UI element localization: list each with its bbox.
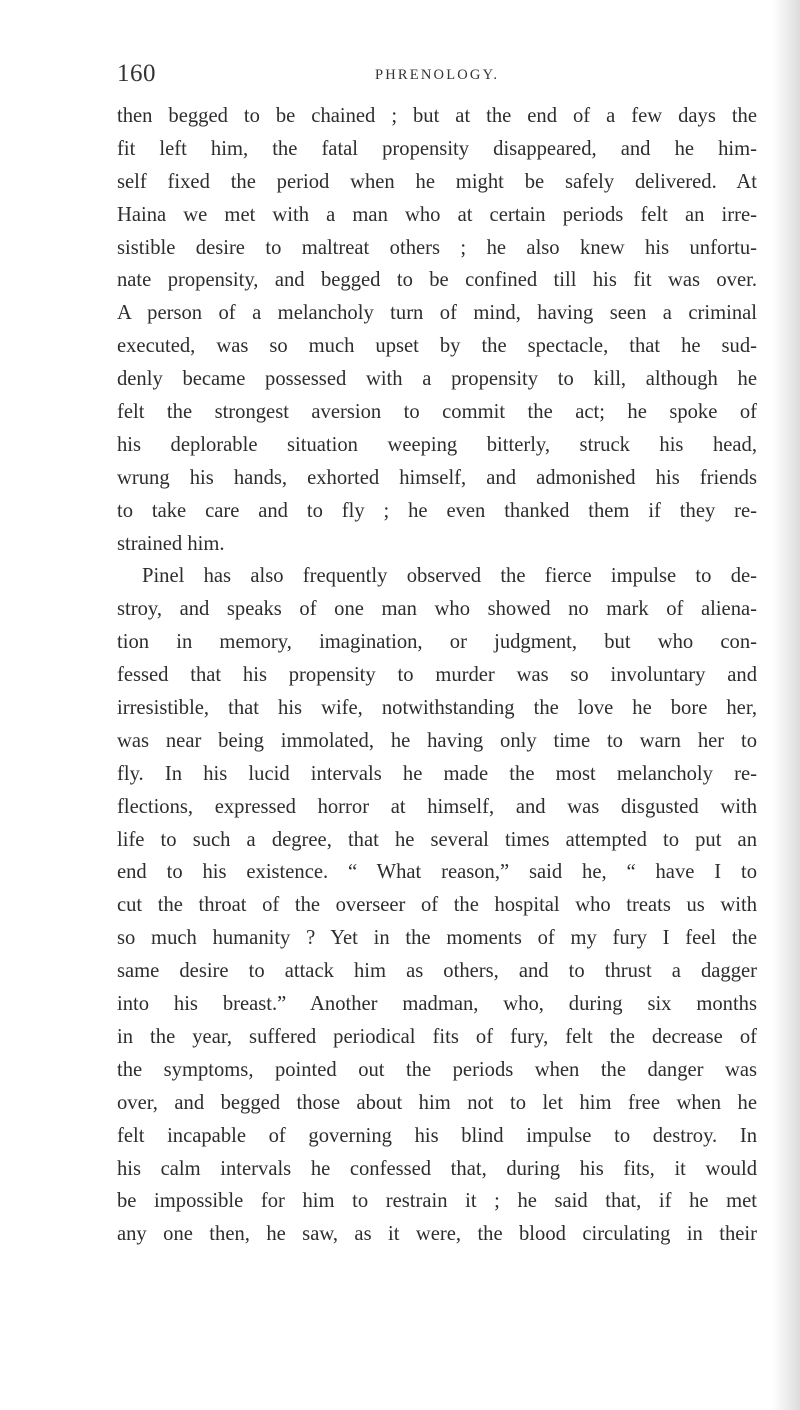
text-line: self fixed the period when he might be safely delivered. At — [117, 170, 757, 193]
text-line: to take care and to fly ; he even thanked them if they re- — [117, 499, 757, 522]
text-line: Pinel has also frequently observed the fierce impulse to de- — [142, 565, 757, 588]
text-line: denly became possessed with a propensity to kill, although he — [117, 368, 757, 391]
text-line: any one then, he saw, as it were, the blood circulating in their — [117, 1223, 757, 1246]
text-line: fly. In his lucid intervals he made the most melancholy re- — [117, 762, 757, 785]
text-line: tion in memory, imagination, or judgment, but who con- — [117, 631, 757, 654]
body-text — [117, 100, 757, 1251]
text-line: sistible desire to maltreat others ; he also knew his unfortu- — [117, 236, 757, 259]
text-line: strained him. — [117, 532, 225, 555]
page-number: 160 — [117, 60, 156, 87]
text-line: fit left him, the fatal propensity disappeared, and he him- — [117, 137, 757, 160]
text-line: Haina we met with a man who at certain periods felt an irre- — [117, 203, 757, 226]
text-line: the symptoms, pointed out the periods when the danger was — [117, 1058, 757, 1081]
text-line: was near being immolated, he having only time to warn her to — [117, 729, 757, 752]
text-line: in the year, suffered periodical fits of fury, felt the decrease of — [117, 1025, 757, 1048]
text-line: cut the throat of the overseer of the hospital who treats us with — [117, 894, 757, 917]
text-line: be impossible for him to restrain it ; he said that, if he met — [117, 1190, 757, 1213]
book-page — [117, 60, 757, 1251]
running-title: PHRENOLOGY. — [375, 67, 500, 83]
running-head — [117, 60, 757, 100]
text-line: nate propensity, and begged to be confined till his fit was over. — [117, 269, 757, 292]
text-line: so much humanity ? Yet in the moments of my fury I feel the — [117, 927, 757, 950]
text-line: life to such a degree, that he several times attempted to put an — [117, 828, 757, 851]
text-line: stroy, and speaks of one man who showed no mark of aliena- — [117, 598, 757, 621]
text-line: into his breast.” Another madman, who, during six months — [117, 993, 757, 1016]
text-line: flections, expressed horror at himself, and was disgusted with — [117, 795, 757, 818]
text-line: felt the strongest aversion to commit the act; he spoke of — [117, 401, 757, 424]
text-line: irresistible, that his wife, notwithstanding the love he bore her, — [117, 697, 757, 720]
text-line: then begged to be chained ; but at the end of a few days the — [117, 105, 757, 127]
text-line: his deplorable situation weeping bitterly, struck his head, — [117, 433, 757, 456]
paragraph-1 — [117, 100, 757, 560]
text-line: A person of a melancholy turn of mind, having seen a criminal — [117, 302, 757, 325]
text-line: fessed that his propensity to murder was so involuntary and — [117, 664, 757, 687]
text-line: his calm intervals he confessed that, during his fits, it would — [117, 1157, 757, 1180]
page-edge-shadow — [772, 0, 800, 1410]
text-line: over, and begged those about him not to let him free when he — [117, 1091, 757, 1114]
text-line: same desire to attack him as others, and to thrust a dagger — [117, 960, 757, 983]
text-line: end to his existence. “ What reason,” said he, “ have I to — [117, 861, 757, 884]
paragraph-2 — [117, 560, 757, 1251]
text-line: executed, was so much upset by the spectacle, that he sud- — [117, 335, 757, 358]
text-line: wrung his hands, exhorted himself, and admonished his friends — [117, 466, 757, 489]
text-line: felt incapable of governing his blind impulse to destroy. In — [117, 1124, 757, 1147]
